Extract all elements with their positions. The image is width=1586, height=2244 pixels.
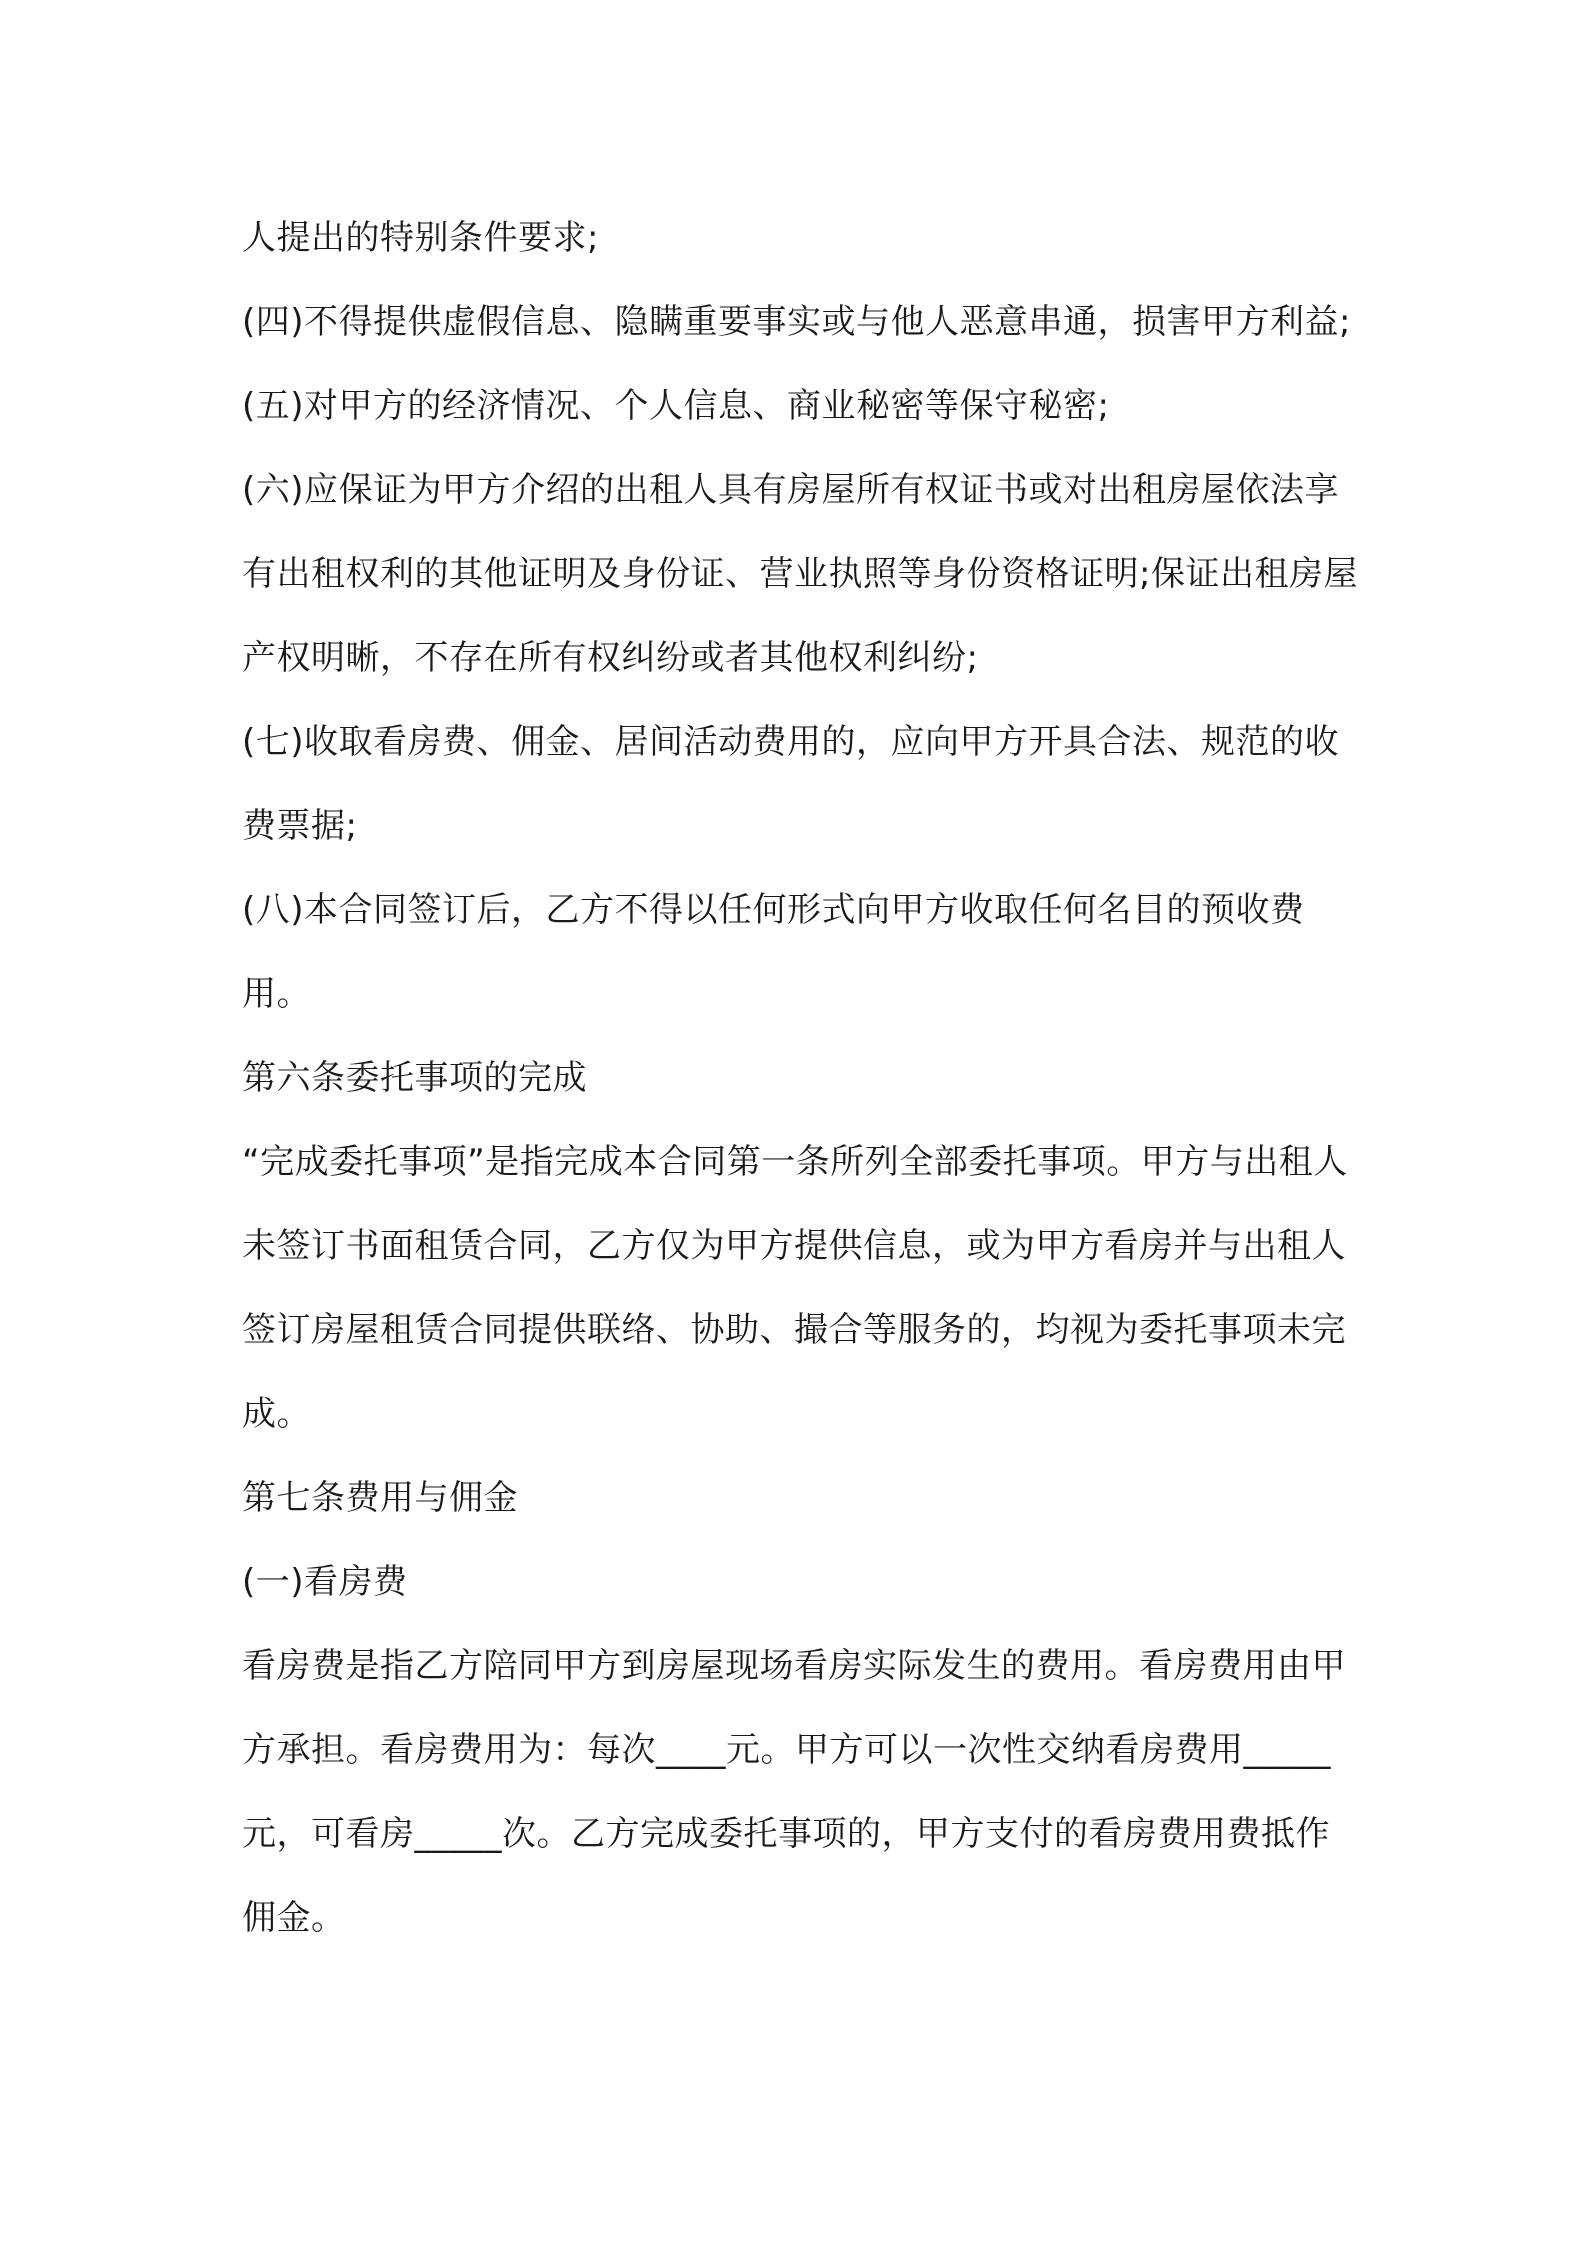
document-body xyxy=(242,196,1362,1960)
article-7-subheading-viewing-fee: (一)看房费 xyxy=(242,1562,408,1602)
paragraph-clause-8: (八)本合同签订后，乙方不得以任何形式向甲方收取任何名目的预收费用。 xyxy=(242,890,1305,1014)
paragraph-clause-continuation: 人提出的特别条件要求; xyxy=(242,218,599,258)
article-6-body: “完成委托事项”是指完成本合同第一条所列全部委托事项。甲方与出租人未签订书面租赁合同，乙方仅为甲方提供信息，或为甲方看房并与出租人签订房屋租赁合同提供联络、协助、撮合等服务的，均视为委托事项未完成。 xyxy=(242,1142,1348,1434)
article-7-heading: 第七条费用与佣金 xyxy=(242,1478,518,1518)
article-6-heading: 第六条委托事项的完成 xyxy=(242,1058,587,1098)
paragraph-clause-5: (五)对甲方的经济情况、个人信息、商业秘密等保守秘密; xyxy=(242,386,1110,426)
paragraph-clause-4: (四)不得提供虚假信息、隐瞒重要事实或与他人恶意串通，损害甲方利益; xyxy=(242,302,1351,342)
article-7-viewing-fee-body: 看房费是指乙方陪同甲方到房屋现场看房实际发生的费用。看房费用由甲方承担。看房费用为：每次____元。甲方可以一次性交纳看房费用_____元，可看房_____次。乙方完成委托事项的，甲方支付的看房费用费抵作佣金。 xyxy=(242,1646,1346,1938)
paragraph-clause-7: (七)收取看房费、佣金、居间活动费用的，应向甲方开具合法、规范的收费票据; xyxy=(242,722,1340,846)
paragraph-clause-6: (六)应保证为甲方介绍的出租人具有房屋所有权证书或对出租房屋依法享有出租权利的其他证明及身份证、营业执照等身份资格证明;保证出租房屋产权明晰，不存在所有权纠纷或者其他权利纠纷; xyxy=(242,470,1358,678)
